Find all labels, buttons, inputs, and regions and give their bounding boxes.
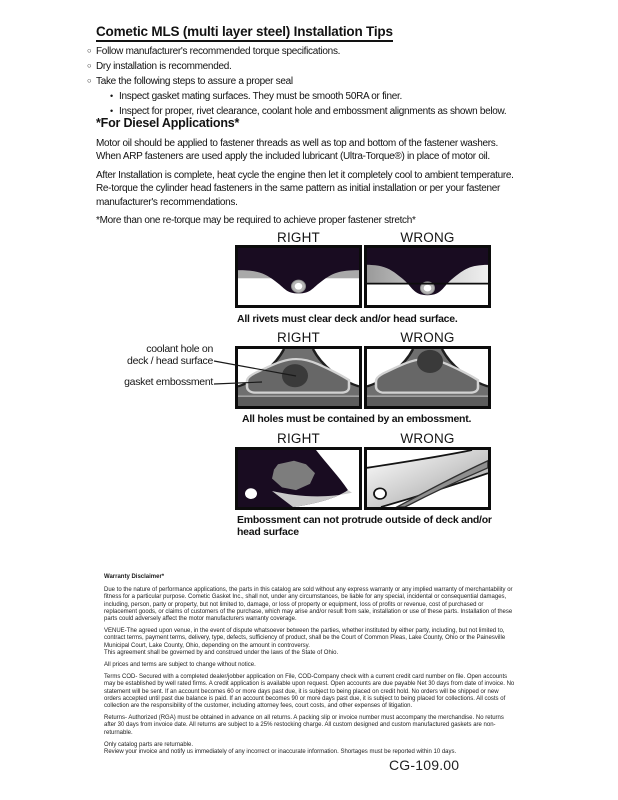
diagram-caption: All holes must be contained by an embossment.	[242, 413, 472, 425]
list-item	[87, 44, 557, 59]
open-bullet-icon: ○	[87, 61, 92, 70]
legal-paragraph: Only catalog parts are returnable.	[104, 741, 194, 748]
page-title: Cometic MLS (multi layer steel) Installation Tips	[96, 24, 393, 42]
legal-paragraph: Review your invoice and notify us immediately of any incorrect or inaccurate information. Shortages must be reported within 10 days.	[104, 749, 457, 756]
filled-bullet-icon: •	[110, 91, 113, 101]
diagram-protrude-right-panel	[235, 447, 362, 510]
list-item	[87, 59, 557, 74]
page-number: CG-109.00	[389, 757, 460, 773]
warranty-disclaimer-heading: Warranty Disclaimer*	[104, 574, 165, 580]
diagram-rivet-right-panel	[235, 245, 362, 308]
list-item	[87, 89, 557, 104]
wrong-label: WRONG	[400, 230, 455, 245]
tip-text: Take the following steps to assure a proper seal	[96, 76, 293, 87]
legal-disclaimer-block	[104, 574, 517, 761]
tip-text: Dry installation is recommended.	[96, 61, 232, 72]
diesel-heading: *For Diesel Applications*	[96, 116, 240, 130]
tip-text: Inspect for proper, rivet clearance, coolant hole and embossment alignments as shown below.	[119, 106, 507, 117]
diesel-paragraph: Motor oil should be applied to fastener threads as well as top and bottom of the fastener washers. When ARP fasteners are used apply the included lubricant (Ultra-Torque®) in place of motor oil.	[96, 137, 498, 162]
tip-text: Follow manufacturer's recommended torque specifications.	[96, 46, 341, 57]
installation-tips-list	[87, 44, 557, 119]
coolant-hole-icon	[282, 364, 308, 387]
coolant-hole-annotation	[85, 344, 213, 367]
legal-paragraph: Due to the nature of performance applications, the parts in this catalog are sold without any express warranty or any implied warranty of merchantability or fitness for a particular purpose. Cometic Gasket Inc., shall not, under any circumstances, be liable for any special, incidental or consequential damages, including, person, party or property, but not limited to, damage, or loss of property or equipment, loss of profits or revenue, cost of purchased or replacement goods, or claims of customers of the purchase, which may arise and/or result from sale, installation or use of these parts. Installation of these parts could adversely affect the motor manufacturers warranty coverage.	[104, 587, 513, 623]
wrong-label: WRONG	[400, 431, 455, 446]
bolt-hole-icon	[374, 488, 386, 499]
annotation-line: deck / head surface	[127, 354, 213, 367]
filled-bullet-icon: •	[110, 106, 113, 116]
tip-text: Inspect gasket mating surfaces. They must be smooth 50RA or finer.	[119, 91, 402, 102]
list-item	[87, 74, 557, 89]
diagram-rivet-wrong-panel	[364, 245, 491, 308]
legal-paragraph: VENUE-The agreed upon venue, in the event of dispute whatsoever between the parties, whether instituted by either party, including, but not limited to, contract terms, payment terms, delivery, type, defects, sufficiency of product, shall be the Court of Common Pleas, Lake County, Ohio or the Painesville Municipal Court, Lake County, Ohio, depending on the amount in controversy.	[104, 628, 506, 649]
rivet-clear-diagram	[238, 248, 359, 305]
legal-paragraph: Terms COD- Secured with a completed dealer/jobber application on File, COD-Company check with a current credit card number on file. Open accounts may be established by well rated firms. A credit application is available upon request. Open accounts are due payable Net 30 days from date of invoice. No statement will be sent. If an account becomes 60 or more days past due, it is subject to being placed on credit hold. No orders will be shipped or new orders accepted until past due balance is paid. If an account becomes 90 or more days past due, it is subject to being placed for collections. All costs of collection are the responsibility of the customer, including attorney fees, court costs, and other expenses of litigation.	[104, 674, 515, 710]
right-label: RIGHT	[277, 330, 320, 345]
embossment-outside-deck-diagram	[367, 450, 488, 507]
diagram-caption: All rivets must clear deck and/or head surface.	[237, 313, 458, 325]
rivet-interfere-diagram	[367, 248, 488, 305]
hole-outside-diagram	[367, 349, 488, 406]
legal-paragraph: This agreement shall be governed by and construed under the laws of the State of Ohio.	[104, 649, 339, 656]
diagram-caption: Embossment can not protrude outside of deck and/or head surface	[237, 514, 492, 538]
diesel-applications-section	[96, 117, 520, 233]
embossment-inside-deck-diagram	[238, 450, 359, 507]
diesel-paragraph: *More than one re-torque may be required to achieve proper fastener stretch*	[96, 215, 416, 226]
gasket-embossment-annotation: gasket embossment	[124, 376, 213, 388]
right-label: RIGHT	[277, 431, 320, 446]
legal-paragraph: Returns- Authorized (RGA) must be obtained in advance on all returns. A packing slip or invoice number must accompany the merchandise. No returns after 30 days from invoice date. All returns are subject to a 25% restocking charge. All custom designed and custom manufactured gaskets are non-returnable.	[104, 715, 504, 736]
bolt-hole-icon	[245, 488, 257, 499]
hole-contained-diagram	[238, 349, 359, 406]
open-bullet-icon: ○	[87, 46, 92, 55]
legal-paragraph: All prices and terms are subject to change without notice.	[104, 662, 256, 669]
coolant-hole-icon	[417, 350, 443, 373]
open-bullet-icon: ○	[87, 76, 92, 85]
right-label: RIGHT	[277, 230, 320, 245]
diesel-paragraph: After Installation is complete, heat cycle the engine then let it completely cool to ambient temperature. Re-torque the cylinder head fasteners in the same pattern as initial installation or per your fastener manufacturer's recommendations.	[96, 169, 514, 208]
diagram-embossment-right-panel	[235, 346, 362, 409]
annotation-line: coolant hole on	[146, 343, 213, 355]
diagram-protrude-wrong-panel	[364, 447, 491, 510]
wrong-label: WRONG	[400, 330, 455, 345]
diagram-embossment-wrong-panel	[364, 346, 491, 409]
